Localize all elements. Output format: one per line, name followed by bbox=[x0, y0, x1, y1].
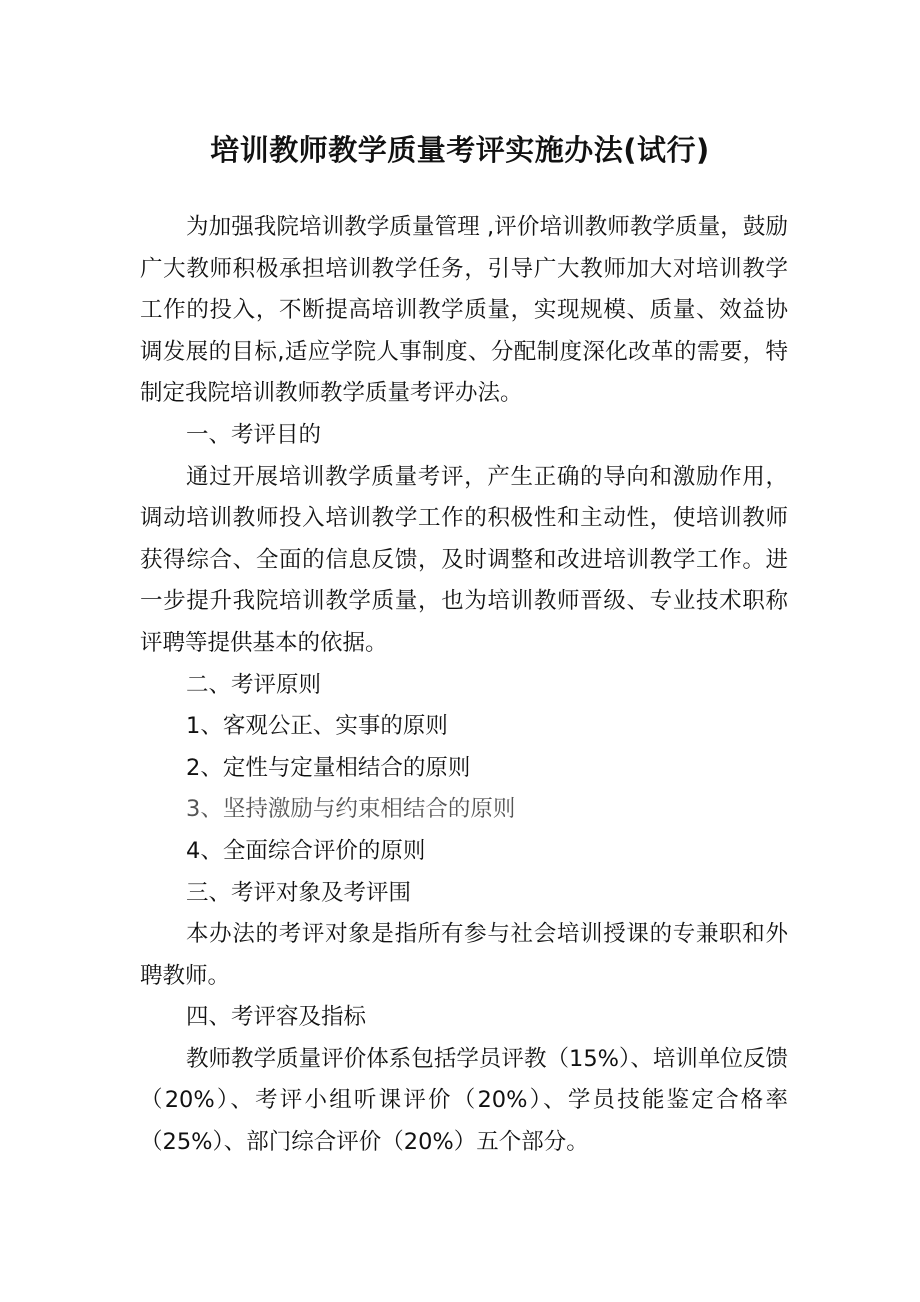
section-heading-indicators: 四、考评容及指标 bbox=[186, 1004, 367, 1031]
scope-paragraph: 本办法的考评对象是指所有参与社会培训授课的专兼职和外聘教师。 bbox=[140, 921, 788, 989]
purpose-paragraph: 通过开展培训教学质量考评，产生正确的导向和激励作用，调动培训教师投入培训教学工作的积极性和主动性，使培训教师获得综合、全面的信息反馈，及时调整和改进培训教学工作。进一步提升我院培训教学质量，也为培训教师晋级、专业技术职称评聘等提供基本的依据。 bbox=[140, 463, 788, 656]
section-heading-principles: 二、考评原则 bbox=[186, 671, 322, 698]
section-heading-purpose: 一、考评目的 bbox=[186, 421, 322, 448]
principle-item: 2、定性与定量相结合的原则 bbox=[186, 754, 471, 781]
document-body bbox=[140, 207, 788, 1164]
document-title: 培训教师教学质量考评实施办法(试行) bbox=[210, 133, 710, 167]
indicators-paragraph: 教师教学质量评价体系包括学员评教（15%）、培训单位反馈（20%）、考评小组听课评价（20%）、学员技能鉴定合格率（25%）、部门综合评价（20%）五个部分。 bbox=[140, 1045, 788, 1156]
section-heading-scope: 三、考评对象及考评围 bbox=[186, 879, 412, 906]
principle-item: 4、全面综合评价的原则 bbox=[186, 837, 426, 864]
principle-item: 3、坚持激励与约束相结合的原则 bbox=[186, 796, 516, 823]
principle-item: 1、客观公正、实事的原则 bbox=[186, 713, 448, 740]
intro-paragraph: 为加强我院培训教学质量管理 ,评价培训教师教学质量，鼓励广大教师积极承担培训教学任务，引导广大教师加大对培训教学工作的投入，不断提高培训教学质量，实现规模、质量、效益协调发展的目标,适应学院人事制度、分配制度深化改革的需要，特制定我院培训教师教学质量考评办法。 bbox=[140, 214, 788, 407]
